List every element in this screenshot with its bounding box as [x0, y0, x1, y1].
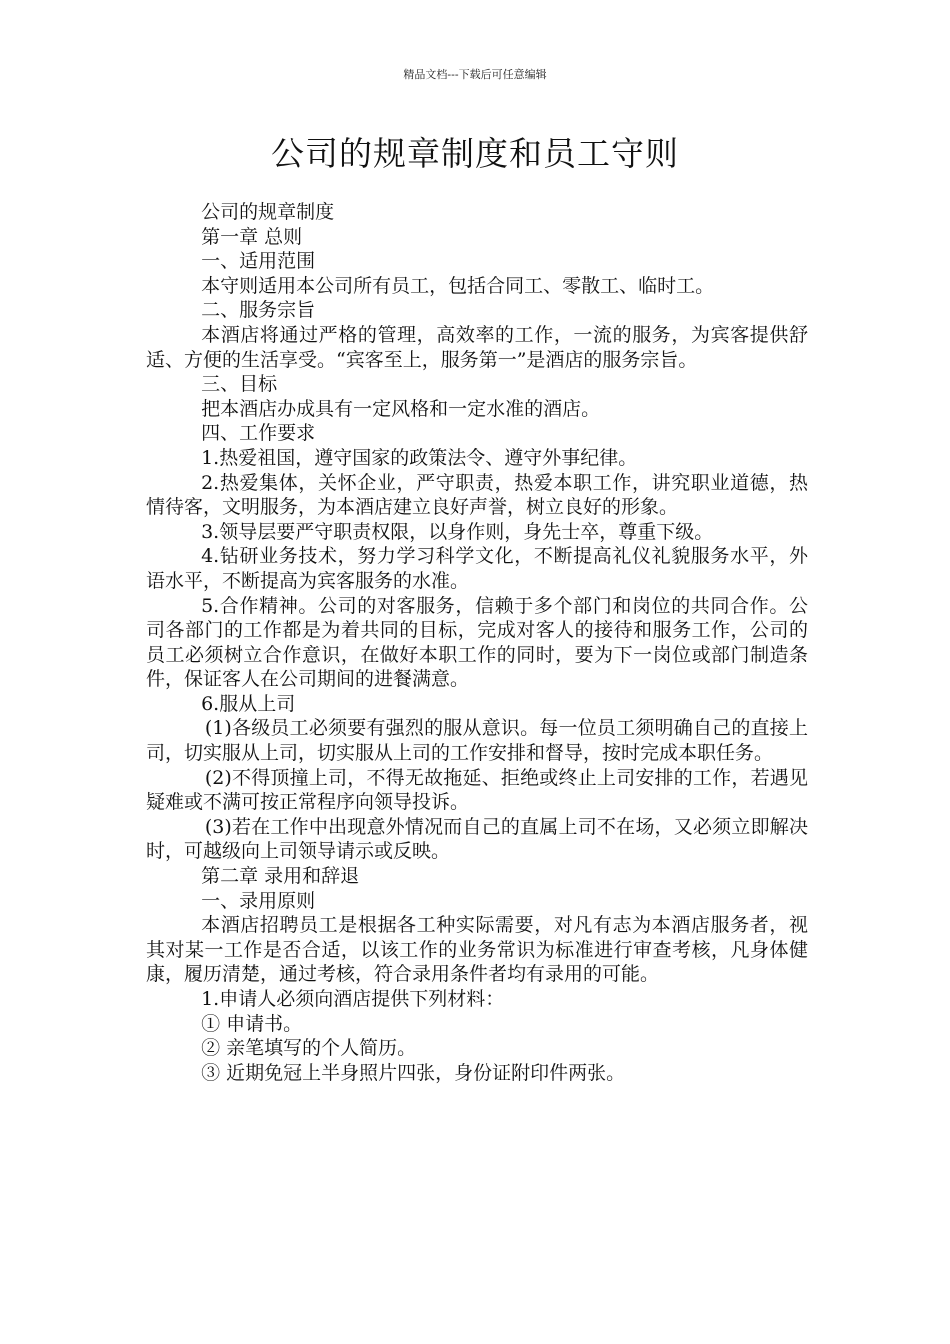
list-item: 1.申请人必须向酒店提供下列材料： — [201, 988, 505, 1010]
section-heading: 一、适用范围 — [201, 250, 316, 273]
sub-list-item: (1)各级员工必须要有强烈的服从意识。每一位员工须明确自己的直接上司，切实服从上司，切实服从上司的工作安排和督导，按时完成本职任务。 — [146, 717, 808, 765]
paragraph: 把本酒店办成具有一定风格和一定水准的酒店。 — [201, 397, 601, 420]
document-body — [146, 200, 808, 1085]
paragraph: 公司的规章制度 — [201, 201, 335, 223]
section-heading: 三、目标 — [201, 373, 278, 396]
section-heading: 四、工作要求 — [201, 422, 316, 445]
paragraph: 本酒店将通过严格的管理，高效率的工作，一流的服务，为宾客提供舒适、方便的生活享受。“宾客至上，服务第一”是酒店的服务宗旨。 — [146, 323, 808, 371]
list-item: 2.热爱集体，关怀企业，严守职责，热爱本职工作，讲究职业道德，热情待客，文明服务，为本酒店建立良好声誉，树立良好的形象。 — [146, 471, 808, 519]
section-heading: 一、录用原则 — [201, 889, 316, 912]
list-item: ② 亲笔填写的个人简历。 — [201, 1037, 417, 1060]
list-item: 4.钻研业务技术，努力学习科学文化，不断提高礼仪礼貌服务水平，外语水平，不断提高为宾客服务的水准。 — [146, 545, 808, 592]
list-item: 5.合作精神。公司的对客服务，信赖于多个部门和岗位的共同合作。公司各部门的工作都是为着共同的目标，完成对客人的接待和服务工作，公司的员工必须树立合作意识，在做好本职工作的同时，要为下一岗位或部门制造条件，保证客人在公司期间的进餐满意。 — [146, 594, 808, 691]
chapter-heading: 第一章 总则 — [201, 225, 303, 248]
header-note: 精品文档---下载后可任意编辑 — [403, 68, 547, 81]
list-item: ① 申请书。 — [201, 1012, 303, 1035]
section-heading: 二、服务宗旨 — [201, 299, 316, 322]
chapter-heading: 第二章 录用和辞退 — [201, 865, 360, 888]
document-title: 公司的规章制度和员工守则 — [271, 134, 679, 173]
list-item: ③ 近期免冠上半身照片四张，身份证附印件两张。 — [201, 1061, 626, 1084]
sub-list-item: (3)若在工作中出现意外情况而自己的直属上司不在场，又必须立即解决时，可越级向上司领导请示或反映。 — [146, 815, 808, 863]
paragraph: 本守则适用本公司所有员工，包括合同工、零散工、临时工。 — [201, 274, 715, 297]
list-item: 3.领导层要严守职责权限，以身作则，身先士卒，尊重下级。 — [201, 520, 714, 543]
paragraph: 本酒店招聘员工是根据各工种实际需要，对凡有志为本酒店服务者，视其对某一工作是否合适，以该工作的业务常识为标准进行审查考核，凡身体健康，履历清楚，通过考核，符合录用条件者均有录用的可能。 — [146, 914, 808, 986]
list-item: 6.服从上司 — [201, 692, 296, 715]
list-item: 1.热爱祖国，遵守国家的政策法令、遵守外事纪律。 — [201, 446, 638, 469]
sub-list-item: (2)不得顶撞上司，不得无故拖延、拒绝或终止上司安排的工作，若遇见疑难或不满可按正常程序向领导投诉。 — [146, 766, 808, 814]
